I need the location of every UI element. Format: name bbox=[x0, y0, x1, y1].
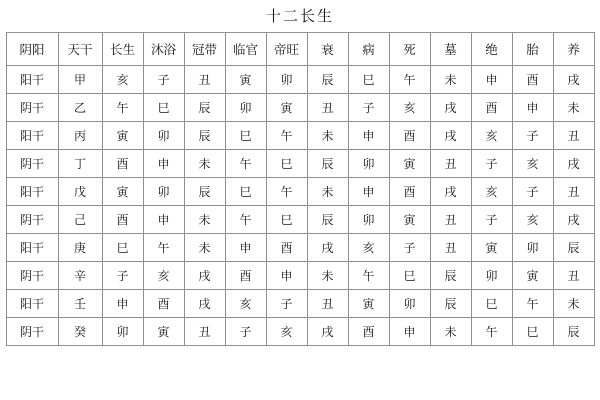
table-cell: 申 bbox=[143, 206, 184, 234]
row-heavenly-stem: 庚 bbox=[58, 234, 102, 262]
table-cell: 卯 bbox=[266, 66, 307, 94]
table-cell: 寅 bbox=[102, 178, 143, 206]
column-header-3: 沐浴 bbox=[143, 33, 184, 66]
table-cell: 辰 bbox=[553, 318, 594, 346]
table-cell: 亥 bbox=[348, 234, 389, 262]
table-cell: 戌 bbox=[307, 318, 348, 346]
table-cell: 亥 bbox=[266, 318, 307, 346]
table-cell: 戌 bbox=[184, 262, 225, 290]
table-cell: 亥 bbox=[102, 66, 143, 94]
table-cell: 戌 bbox=[553, 206, 594, 234]
table-cell: 辰 bbox=[430, 290, 471, 318]
row-heavenly-stem: 丙 bbox=[58, 122, 102, 150]
table-cell: 酉 bbox=[143, 290, 184, 318]
row-heavenly-stem: 壬 bbox=[58, 290, 102, 318]
table-row bbox=[6, 234, 594, 262]
table-cell: 申 bbox=[266, 262, 307, 290]
table-cell: 未 bbox=[553, 94, 594, 122]
table-cell: 巳 bbox=[143, 94, 184, 122]
table-cell: 巳 bbox=[225, 178, 266, 206]
column-header-12: 胎 bbox=[512, 33, 553, 66]
row-yin-yang-label: 阴干 bbox=[6, 150, 58, 178]
table-cell: 寅 bbox=[102, 122, 143, 150]
table-row bbox=[6, 178, 594, 206]
row-heavenly-stem: 乙 bbox=[58, 94, 102, 122]
table-cell: 午 bbox=[266, 178, 307, 206]
table-cell: 申 bbox=[389, 318, 430, 346]
table-cell: 酉 bbox=[389, 178, 430, 206]
table-cell: 酉 bbox=[266, 234, 307, 262]
table-cell: 寅 bbox=[225, 66, 266, 94]
table-cell: 酉 bbox=[389, 122, 430, 150]
table-cell: 寅 bbox=[266, 94, 307, 122]
table-cell: 丑 bbox=[307, 290, 348, 318]
table-row bbox=[6, 290, 594, 318]
table-body bbox=[6, 66, 594, 346]
row-yin-yang-label: 阴干 bbox=[6, 318, 58, 346]
table-cell: 子 bbox=[102, 262, 143, 290]
row-heavenly-stem: 辛 bbox=[58, 262, 102, 290]
table-row bbox=[6, 262, 594, 290]
table-cell: 卯 bbox=[225, 94, 266, 122]
table-cell: 子 bbox=[266, 290, 307, 318]
table-cell: 丑 bbox=[430, 150, 471, 178]
table-cell: 巳 bbox=[266, 150, 307, 178]
table-row bbox=[6, 206, 594, 234]
table-cell: 未 bbox=[184, 234, 225, 262]
table-cell: 辰 bbox=[553, 234, 594, 262]
column-header-11: 绝 bbox=[471, 33, 512, 66]
table-cell: 酉 bbox=[102, 150, 143, 178]
table-cell: 戌 bbox=[553, 150, 594, 178]
table-cell: 未 bbox=[553, 290, 594, 318]
table-cell: 巳 bbox=[225, 122, 266, 150]
table-cell: 巳 bbox=[389, 262, 430, 290]
table-cell: 未 bbox=[184, 150, 225, 178]
table-cell: 亥 bbox=[471, 178, 512, 206]
table-cell: 子 bbox=[143, 66, 184, 94]
table-cell: 午 bbox=[143, 234, 184, 262]
column-header-9: 死 bbox=[389, 33, 430, 66]
table-cell: 卯 bbox=[512, 234, 553, 262]
table-cell: 申 bbox=[471, 66, 512, 94]
table-cell: 申 bbox=[225, 234, 266, 262]
table-cell: 丑 bbox=[184, 318, 225, 346]
table-header-row bbox=[6, 33, 594, 66]
table-cell: 丑 bbox=[430, 234, 471, 262]
table-cell: 亥 bbox=[512, 206, 553, 234]
table-cell: 戌 bbox=[430, 178, 471, 206]
table-cell: 酉 bbox=[102, 206, 143, 234]
table-cell: 亥 bbox=[389, 94, 430, 122]
table-cell: 未 bbox=[184, 206, 225, 234]
table-row bbox=[6, 94, 594, 122]
column-header-8: 病 bbox=[348, 33, 389, 66]
table-cell: 未 bbox=[307, 262, 348, 290]
table-cell: 酉 bbox=[512, 66, 553, 94]
table-cell: 辰 bbox=[307, 150, 348, 178]
table-cell: 子 bbox=[512, 178, 553, 206]
column-header-2: 长生 bbox=[102, 33, 143, 66]
table-row bbox=[6, 318, 594, 346]
table-cell: 申 bbox=[512, 94, 553, 122]
column-header-6: 帝旺 bbox=[266, 33, 307, 66]
table-cell: 申 bbox=[348, 122, 389, 150]
table-cell: 子 bbox=[471, 206, 512, 234]
table-cell: 午 bbox=[266, 122, 307, 150]
table-cell: 未 bbox=[430, 66, 471, 94]
table-cell: 亥 bbox=[471, 122, 512, 150]
table-cell: 亥 bbox=[143, 262, 184, 290]
row-yin-yang-label: 阳干 bbox=[6, 290, 58, 318]
table-row bbox=[6, 66, 594, 94]
table-cell: 卯 bbox=[143, 122, 184, 150]
table-cell: 午 bbox=[102, 94, 143, 122]
table-cell: 寅 bbox=[471, 234, 512, 262]
table-cell: 寅 bbox=[143, 318, 184, 346]
table-cell: 寅 bbox=[389, 206, 430, 234]
table-cell: 辰 bbox=[184, 94, 225, 122]
table-cell: 卯 bbox=[102, 318, 143, 346]
table-cell: 寅 bbox=[348, 290, 389, 318]
table-cell: 午 bbox=[225, 150, 266, 178]
table-cell: 子 bbox=[471, 150, 512, 178]
table-cell: 未 bbox=[307, 178, 348, 206]
table-cell: 申 bbox=[102, 290, 143, 318]
table-cell: 午 bbox=[471, 318, 512, 346]
table-cell: 戌 bbox=[430, 94, 471, 122]
table-cell: 酉 bbox=[348, 318, 389, 346]
row-heavenly-stem: 甲 bbox=[58, 66, 102, 94]
row-heavenly-stem: 戊 bbox=[58, 178, 102, 206]
table-cell: 卯 bbox=[348, 150, 389, 178]
row-yin-yang-label: 阳干 bbox=[6, 178, 58, 206]
row-heavenly-stem: 丁 bbox=[58, 150, 102, 178]
table-cell: 子 bbox=[389, 234, 430, 262]
table-cell: 巳 bbox=[348, 66, 389, 94]
column-header-0: 阴阳 bbox=[6, 33, 58, 66]
table-cell: 戌 bbox=[307, 234, 348, 262]
table-cell: 卯 bbox=[389, 290, 430, 318]
table-cell: 卯 bbox=[143, 178, 184, 206]
column-header-13: 养 bbox=[553, 33, 594, 66]
table-cell: 未 bbox=[307, 122, 348, 150]
table-cell: 酉 bbox=[471, 94, 512, 122]
table-row bbox=[6, 150, 594, 178]
table-cell: 巳 bbox=[471, 290, 512, 318]
table-cell: 酉 bbox=[225, 262, 266, 290]
row-yin-yang-label: 阳干 bbox=[6, 66, 58, 94]
column-header-1: 天干 bbox=[58, 33, 102, 66]
twelve-stages-table bbox=[6, 32, 595, 346]
column-header-7: 衰 bbox=[307, 33, 348, 66]
table-cell: 午 bbox=[389, 66, 430, 94]
table-cell: 丑 bbox=[184, 66, 225, 94]
table-cell: 丑 bbox=[553, 122, 594, 150]
table-cell: 巳 bbox=[102, 234, 143, 262]
column-header-4: 冠带 bbox=[184, 33, 225, 66]
row-heavenly-stem: 癸 bbox=[58, 318, 102, 346]
row-yin-yang-label: 阴干 bbox=[6, 206, 58, 234]
table-cell: 午 bbox=[225, 206, 266, 234]
table-cell: 寅 bbox=[512, 262, 553, 290]
table-cell: 子 bbox=[348, 94, 389, 122]
column-header-5: 临官 bbox=[225, 33, 266, 66]
table-cell: 卯 bbox=[471, 262, 512, 290]
table-cell: 寅 bbox=[389, 150, 430, 178]
table-cell: 午 bbox=[512, 290, 553, 318]
column-header-10: 墓 bbox=[430, 33, 471, 66]
table-cell: 亥 bbox=[225, 290, 266, 318]
table-cell: 丑 bbox=[430, 206, 471, 234]
table-cell: 戌 bbox=[553, 66, 594, 94]
table-cell: 辰 bbox=[184, 122, 225, 150]
table-cell: 丑 bbox=[307, 94, 348, 122]
row-yin-yang-label: 阳干 bbox=[6, 122, 58, 150]
table-cell: 丑 bbox=[553, 262, 594, 290]
table-cell: 丑 bbox=[553, 178, 594, 206]
table-cell: 申 bbox=[143, 150, 184, 178]
row-yin-yang-label: 阴干 bbox=[6, 94, 58, 122]
table-cell: 辰 bbox=[307, 206, 348, 234]
table-header bbox=[6, 33, 594, 66]
table-cell: 亥 bbox=[512, 150, 553, 178]
table-cell: 戌 bbox=[184, 290, 225, 318]
table-cell: 子 bbox=[512, 122, 553, 150]
table-cell: 申 bbox=[348, 178, 389, 206]
table-cell: 卯 bbox=[348, 206, 389, 234]
table-row bbox=[6, 122, 594, 150]
table-cell: 戌 bbox=[430, 122, 471, 150]
table-cell: 辰 bbox=[430, 262, 471, 290]
table-cell: 巳 bbox=[266, 206, 307, 234]
table-cell: 午 bbox=[348, 262, 389, 290]
table-cell: 辰 bbox=[307, 66, 348, 94]
table-cell: 子 bbox=[225, 318, 266, 346]
row-yin-yang-label: 阴干 bbox=[6, 262, 58, 290]
table-cell: 辰 bbox=[184, 178, 225, 206]
row-yin-yang-label: 阳干 bbox=[6, 234, 58, 262]
table-cell: 巳 bbox=[512, 318, 553, 346]
table-cell: 未 bbox=[430, 318, 471, 346]
page-title: 十二长生 bbox=[265, 7, 334, 25]
row-heavenly-stem: 己 bbox=[58, 206, 102, 234]
